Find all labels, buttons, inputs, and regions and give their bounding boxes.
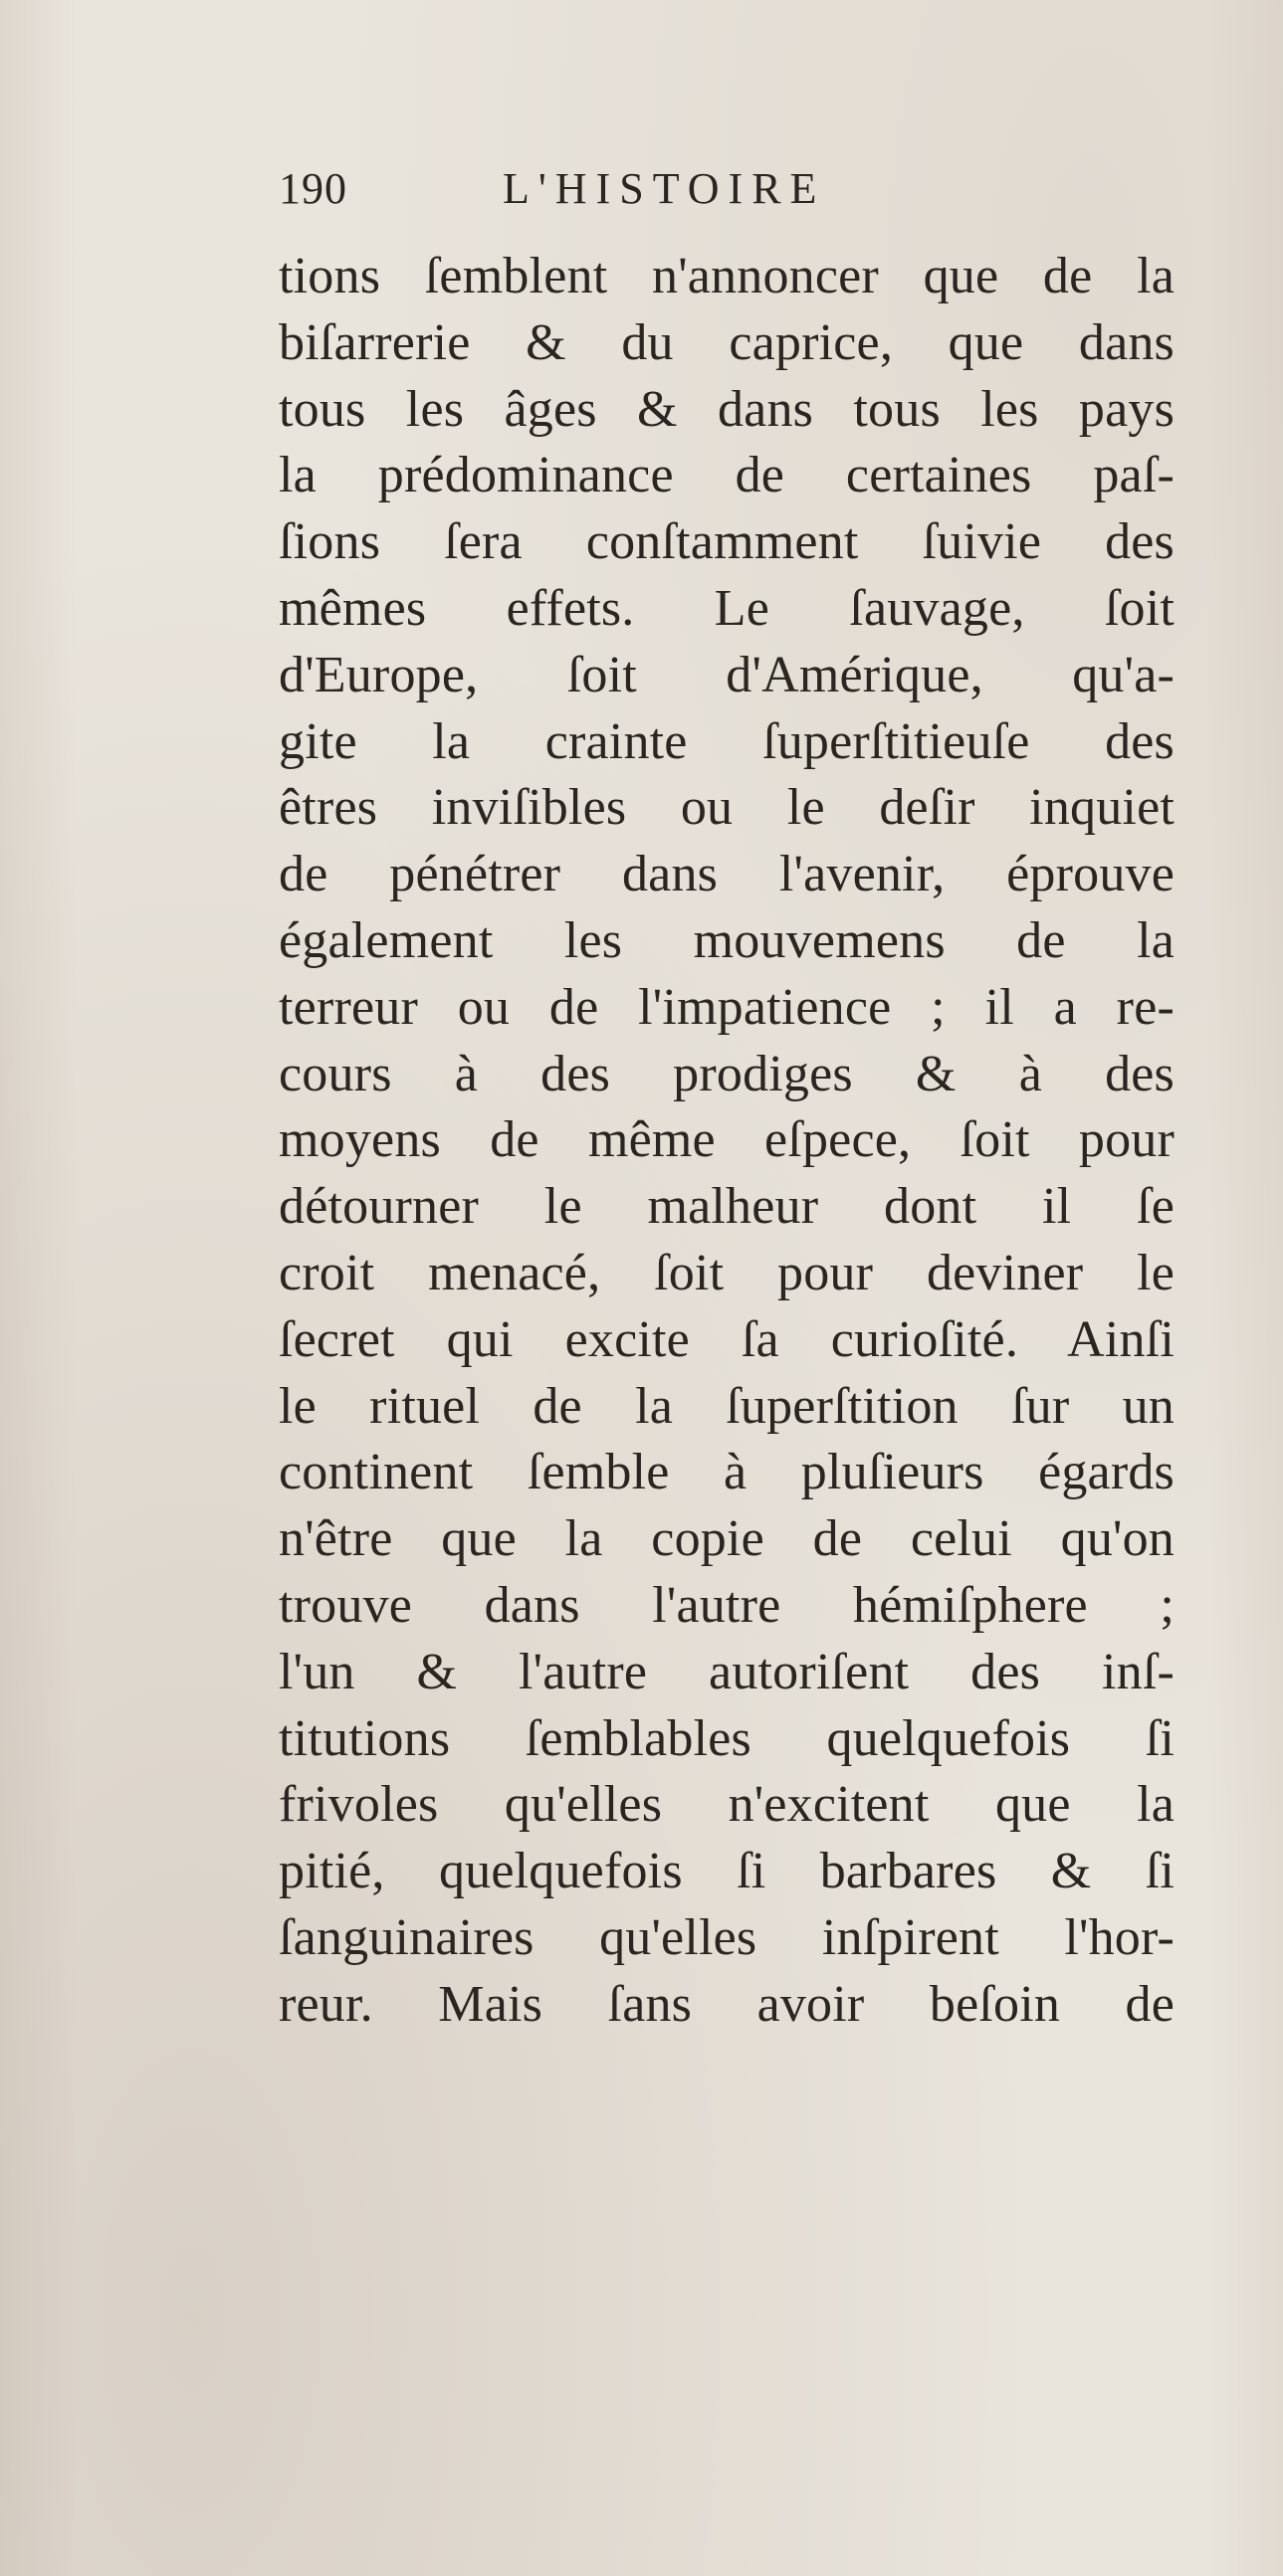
text-line: biſarrerie & du caprice, que dans bbox=[279, 313, 1175, 371]
text-line: détourner le malheur dont il ſe bbox=[279, 1178, 1175, 1236]
text-line: tions ſemblent n'annoncer que de la bbox=[279, 248, 1175, 304]
text-line: croit menacé, ſoit pour deviner le bbox=[279, 1244, 1175, 1301]
text-line: cours à des prodiges & à des bbox=[279, 1045, 1175, 1102]
text-line: ſecret qui excite ſa curioſité. Ainſi bbox=[279, 1310, 1175, 1368]
text-line: la prédominance de certaines paſ- bbox=[279, 447, 1175, 504]
text-line: l'un & l'autre autoriſent des inſ- bbox=[279, 1643, 1175, 1700]
text-line: êtres inviſibles ou le deſir inquiet bbox=[279, 779, 1175, 837]
text-line: titutions ſemblables quelquefois ſi bbox=[279, 1709, 1175, 1767]
text-line: gite la crainte ſuperſtitieuſe des bbox=[279, 712, 1175, 770]
text-line: le rituel de la ſuperſtition ſur un bbox=[279, 1377, 1175, 1435]
text-line: trouve dans l'autre hémiſphere ; bbox=[279, 1576, 1175, 1634]
text-line: tous les âges & dans tous les pays bbox=[279, 380, 1175, 438]
running-title: L'HISTOIRE bbox=[503, 164, 826, 213]
text-line: terreur ou de l'impatience ; il a re- bbox=[279, 978, 1175, 1036]
text-line: mêmes effets. Le ſauvage, ſoit bbox=[279, 579, 1175, 637]
text-line: également les mouvemens de la bbox=[279, 911, 1175, 969]
text-line: de pénétrer dans l'avenir, éprouve bbox=[279, 846, 1175, 903]
text-line: moyens de même eſpece, ſoit pour bbox=[279, 1111, 1175, 1169]
text-line: continent ſemble à pluſieurs égards bbox=[279, 1444, 1175, 1501]
text-line: ſanguinaires qu'elles inſpirent l'hor- bbox=[279, 1908, 1175, 1966]
text-line: reur. Mais ſans avoir beſoin de bbox=[279, 1975, 1175, 2033]
running-head bbox=[279, 159, 1175, 219]
page-number: 190 bbox=[279, 164, 347, 213]
text-line: ſions ſera conſtamment ſuivie des bbox=[279, 513, 1175, 571]
text-line: frivoles qu'elles n'excitent que la bbox=[279, 1776, 1175, 1834]
text-line: pitié, quelquefois ſi barbares & ſi bbox=[279, 1843, 1175, 1900]
text-line: n'être que la copie de celui qu'on bbox=[279, 1510, 1175, 1568]
text-line: d'Europe, ſoit d'Amérique, qu'a- bbox=[279, 646, 1175, 703]
body-text bbox=[279, 244, 1175, 2039]
